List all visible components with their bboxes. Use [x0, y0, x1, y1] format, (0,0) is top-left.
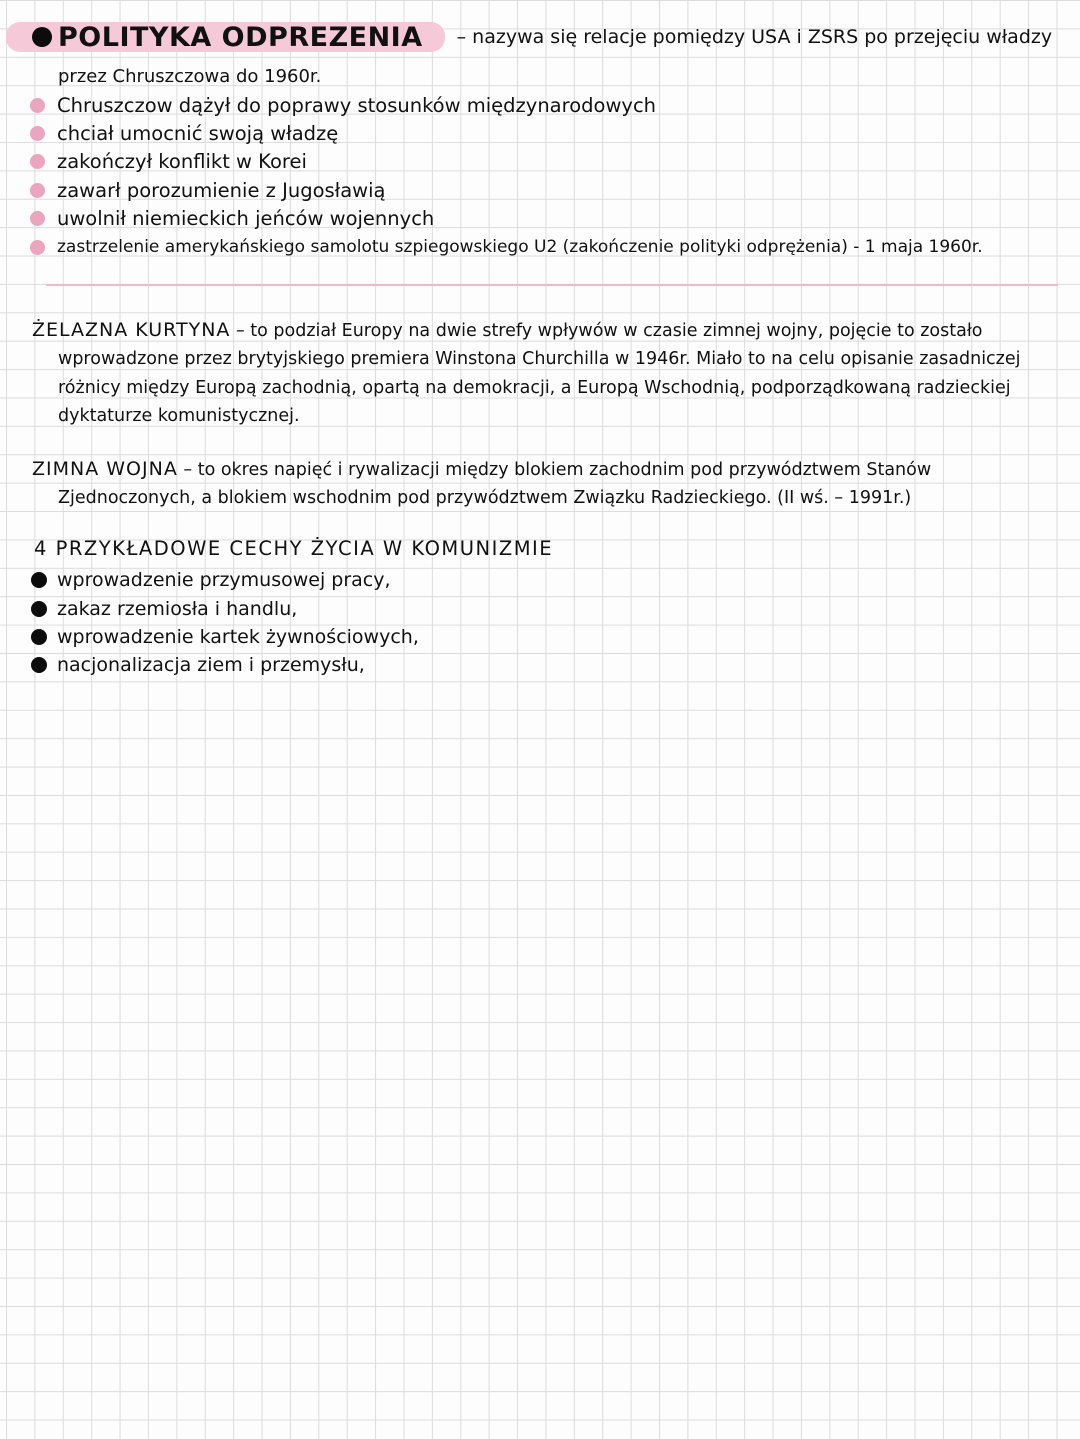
definition-iron-curtain: [32, 316, 1047, 431]
pink-bullet-icon: [30, 154, 45, 169]
section-divider: [46, 284, 1058, 286]
definition-cold-war: [32, 455, 1047, 513]
list-item: uwolnił niemieckich jeńców wojennych: [30, 205, 983, 233]
bullet-dot-icon: [31, 572, 47, 588]
pink-bullet-icon: [30, 98, 45, 113]
pink-bullet-icon: [30, 240, 45, 255]
definition-text: różnicy między Europą zachodnią, opartą na demokracji, a Europą Wschodnią, podporządkowaną radzieckiej: [58, 377, 1011, 398]
section-title-definition-cont: przez Chruszczowa do 1960r.: [58, 66, 322, 87]
detente-bullet-list: [30, 91, 983, 261]
list-item: wprowadzenie kartek żywnościowych,: [31, 623, 419, 651]
list-item: zastrzelenie amerykańskiego samolotu szpiegowskiego U2 (zakończenie polityki odprężenia) - 1 maja 1960r.: [30, 233, 983, 261]
list-item: zakaz rzemiosła i handlu,: [31, 594, 419, 622]
bullet-dot-icon: [32, 27, 52, 47]
bullet-dot-icon: [31, 657, 47, 673]
definition-text: – to okres napięć i rywalizacji między blokiem zachodnim pod przywództwem Stanów: [177, 460, 932, 480]
definition-text: wprowadzone przez brytyjskiego premiera Winstona Churchilla w 1946r. Miało to na celu opisanie zasadniczej: [58, 349, 1021, 370]
list-item: zakończył konflikt w Korei: [30, 148, 983, 176]
list-item: chciał umocnić swoją władzę: [30, 119, 983, 147]
definition-term: ŻELAZNA KURTYNA: [32, 319, 231, 341]
pink-bullet-icon: [30, 183, 45, 198]
list-item: zawarł porozumienie z Jugosławią: [30, 176, 983, 204]
definition-text: – to podział Europy na dwie strefy wpływów w czasie zimnej wojny, pojęcie to zostało: [230, 321, 983, 341]
definition-text: Zjednoczonych, a blokiem wschodnim pod przywództwem Związku Radzieckiego. (II wś. – 1991r.): [58, 488, 912, 509]
pink-bullet-icon: [30, 126, 45, 141]
definition-term: ZIMNA WOJNA: [32, 458, 178, 480]
section-heading: 4 PRZYKŁADOWE CECHY ŻYCIA W KOMUNIZMIE: [34, 537, 554, 560]
pink-bullet-icon: [30, 211, 45, 226]
communism-features-list: [31, 566, 419, 680]
bullet-dot-icon: [31, 629, 47, 645]
definition-text: dyktaturze komunistycznej.: [58, 406, 300, 427]
section-title-row: [6, 22, 1052, 52]
title-highlight: [6, 22, 445, 52]
list-item: Chruszczow dążył do poprawy stosunków międzynarodowych: [30, 91, 983, 119]
list-item: nacjonalizacja ziem i przemysłu,: [31, 651, 419, 679]
list-item: wprowadzenie przymusowej pracy,: [31, 566, 419, 594]
bullet-dot-icon: [31, 601, 47, 617]
section-title-definition: – nazywa się relacje pomiędzy USA i ZSRS po przejęciu władzy: [456, 26, 1053, 48]
section-title: POLITYKA ODPREZENIA: [58, 21, 423, 53]
